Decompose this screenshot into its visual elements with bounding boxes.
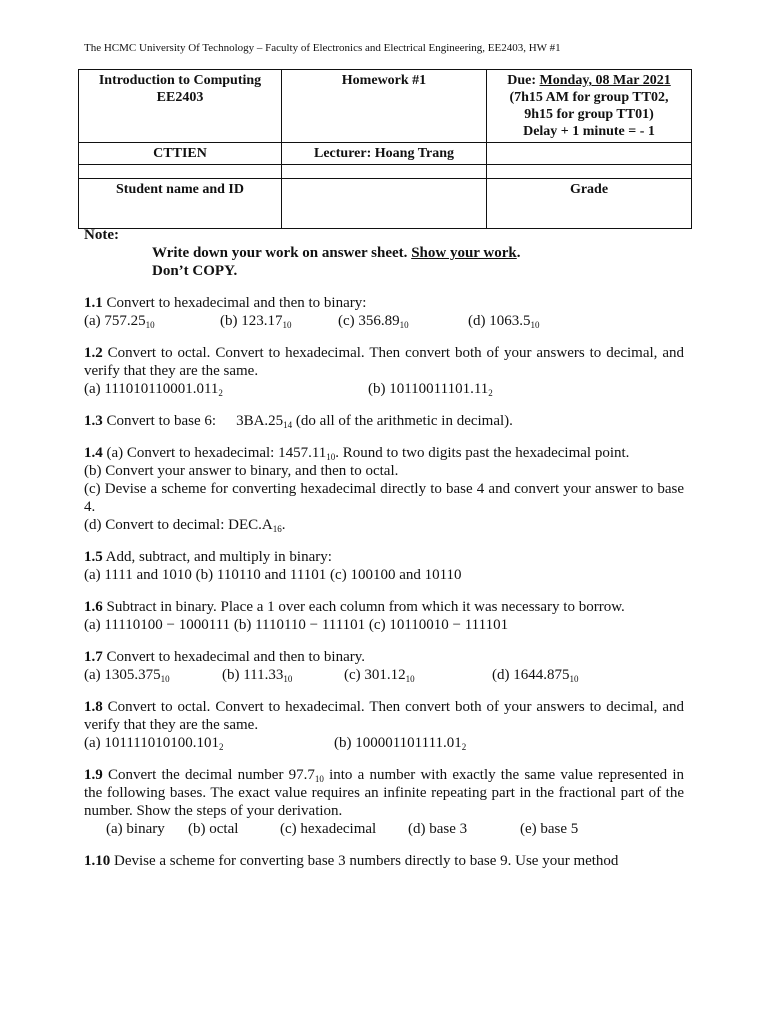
document-body xyxy=(84,226,684,870)
empty-cell xyxy=(487,143,692,165)
course-code: EE2403 xyxy=(156,90,204,105)
homework-info-table xyxy=(78,69,692,229)
note-label: Note: xyxy=(84,227,119,243)
problem-1-3: 1.3 Convert to base 6: $3BA.25_{14}$ (do all of the arithmetic in decimal). xyxy=(84,413,513,430)
grade-label: Grade xyxy=(487,179,692,229)
problem-1-1: 1.1 Convert to hexadecimal and then to binary: (a) $757.25_{10}$ (b) $123.17_{10}$ (c) $356.89_{10}$ (d) $1063.5_{10}$ xyxy=(84,295,540,330)
problem-1-9: 1.9 Convert the decimal number $97.7_{10}$ into a number with exactly the same value represented in the following bases. The exact value requires an infinite repeating part in the fractional part of the number. Show the steps of your derivation. (a) binary (b) octal (c) hexadecimal (d) base 3 (e) base 5 xyxy=(84,767,684,837)
show-work-emphasis: Show your work xyxy=(411,245,517,261)
due-cell xyxy=(487,70,692,143)
due-line-2: (7h15 AM for group TT02, xyxy=(509,90,669,105)
problem-1-4: 1.4 (a) Convert to hexadecimal: $1457.11_{10}$. Round to two digits past the hexadecimal point. (b) Convert your answer to binary, and then to octal. (c) Devise a scheme for converting hexadecimal directly to base 4 and convert your answer to base 4. (d) Convert to decimal: $DEC.A_{16}$. xyxy=(84,445,684,534)
course-cell xyxy=(79,70,282,143)
empty-cell xyxy=(487,165,692,179)
org-cell: CTTIEN xyxy=(79,143,282,165)
empty-cell xyxy=(282,165,487,179)
due-line-4: Delay + 1 minute = - 1 xyxy=(523,124,655,139)
due-date: Monday, 08 Mar 2021 xyxy=(539,73,671,88)
lecturer-cell: Lecturer: Hoang Trang xyxy=(282,143,487,165)
problem-1-6: 1.6 Subtract in binary. Place a 1 over each column from which it was necessary to borrow. (a) 11110100 − 1000111 (b) 1110110 − 111101 (c) 10110010 − 111101 xyxy=(84,599,625,633)
homework-title: Homework #1 xyxy=(341,73,427,88)
note-line-1: Write down your work on answer sheet. Show your work. xyxy=(152,245,521,261)
problem-1-5: 1.5 Add, subtract, and multiply in binary: (a) 1111 and 1010 (b) 110110 and 11101 (c) 100100 and 10110 xyxy=(84,549,462,583)
note-line-2: Don’t COPY. xyxy=(152,263,238,279)
empty-cell xyxy=(79,165,282,179)
problem-1-10: 1.10 Devise a scheme for converting base 3 numbers directly to base 9. Use your method xyxy=(84,853,619,869)
student-input-cell[interactable] xyxy=(282,179,487,229)
course-title: Introduction to Computing xyxy=(98,73,262,88)
due-prefix: Due: xyxy=(507,73,540,88)
due-line-3: 9h15 for group TT01) xyxy=(524,107,654,122)
problem-1-7: 1.7 Convert to hexadecimal and then to binary. (a) $1305.375_{10}$ (b) $111.33_{10}$ (c) $301.12_{10}$ (d) $1644.875_{10}$ xyxy=(84,649,579,684)
problem-1-8: 1.8 Convert to octal. Convert to hexadecimal. Then convert both of your answers to decimal, and verify that they are the same. (a) $101111010100.101_2$ (b) $100001101111.01_2$ xyxy=(84,699,684,752)
student-label: Student name and ID xyxy=(79,179,282,229)
problem-1-2: 1.2 Convert to octal. Convert to hexadecimal. Then convert both of your answers to decimal, and verify that they are the same. (a) $111010110001.011_2$ (b) $10110011101.11_2$ xyxy=(84,345,684,398)
page-header: The HCMC University Of Technology – Faculty of Electronics and Electrical Engineering, EE2403, HW #1 xyxy=(84,42,561,54)
homework-cell xyxy=(282,70,487,143)
